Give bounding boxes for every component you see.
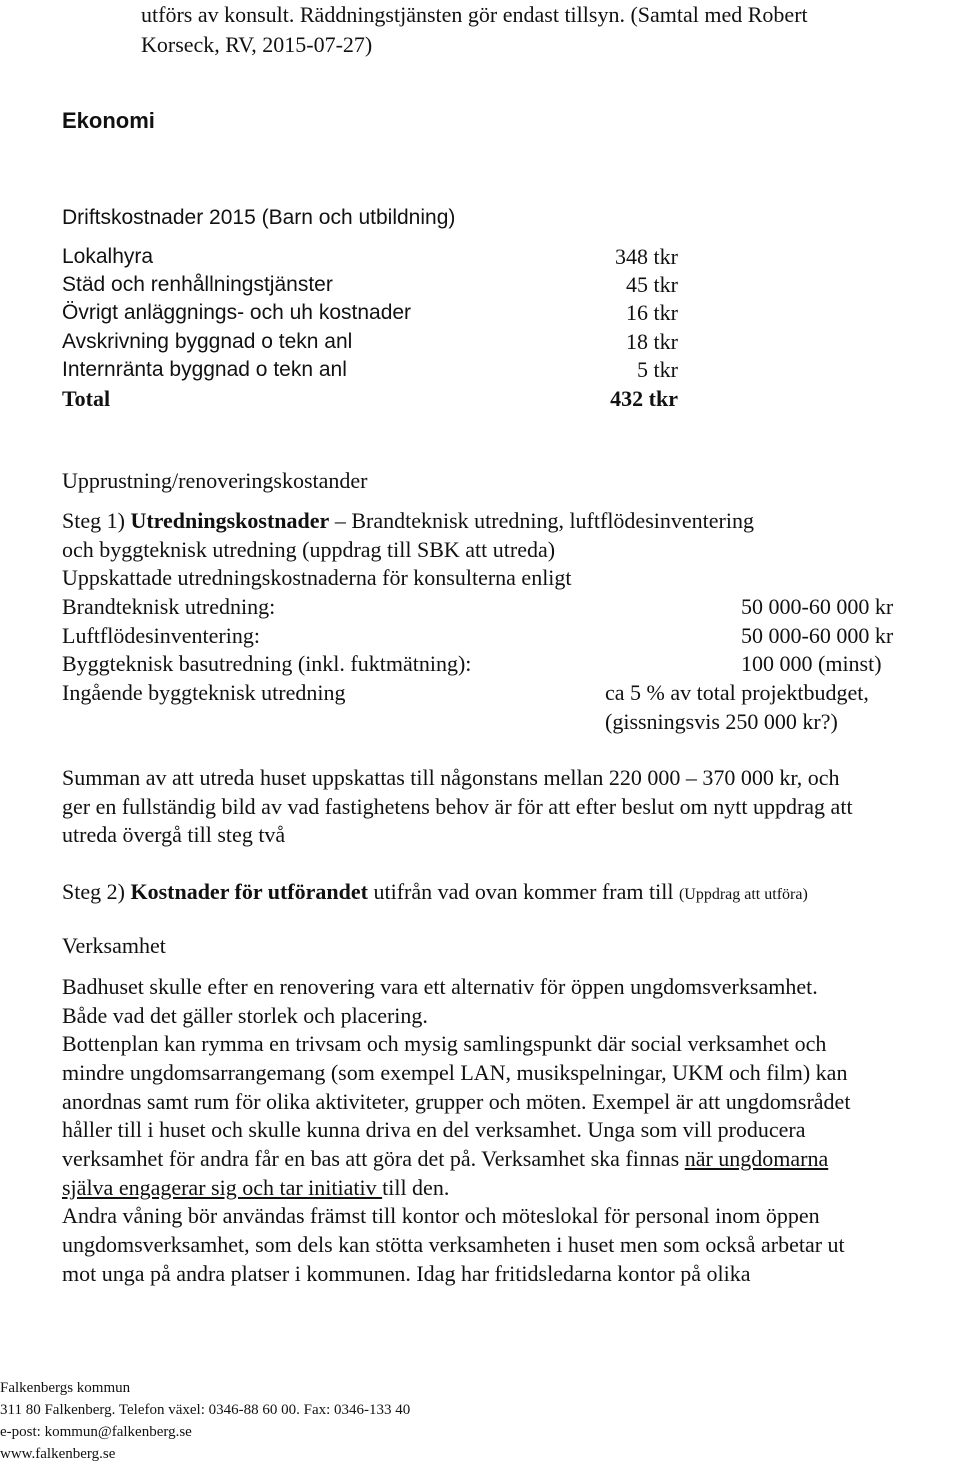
activity-underlined-1: när ungdomarna (684, 1146, 829, 1171)
activity-p2-line-5-text: verksamhet för andra får en bas att göra det på. Verksamhet ska finnas (62, 1146, 685, 1171)
summary-line-3: utreda övergå till steg två (62, 822, 286, 847)
cost-label-3: Övrigt anläggnings- och uh kostnader (62, 301, 412, 324)
step2-bold: Kostnader för utförandet (130, 879, 368, 904)
estimate-label-4: Ingående byggteknisk utredning (62, 680, 346, 705)
step1-rest: – Brandteknisk utredning, luftflödesinventering (329, 508, 754, 533)
cost-label-2: Städ och renhållningstjänster (62, 273, 333, 296)
step2-prefix: Steg 2) (62, 879, 131, 904)
cost-total-label: Total (62, 386, 111, 411)
step2-line (62, 877, 808, 909)
estimate-value-4-line-2: (gissningsvis 250 000 kr?) (605, 709, 838, 734)
estimate-line: Uppskattade utredningskostnaderna för konsulterna enligt (62, 565, 572, 590)
activity-p3-line-3: mot unga på andra platser i kommunen. Idag har fritidsledarna kontor på olika (62, 1261, 751, 1286)
activity-p2-line-6 (62, 1173, 449, 1202)
cost-value-3: 16 tkr (626, 300, 678, 325)
activity-heading: Verksamhet (62, 933, 166, 958)
step1-bold: Utredningskostnader (130, 508, 330, 533)
estimate-value-1: 50 000-60 000 kr (741, 594, 894, 619)
cost-label-5: Internränta byggnad o tekn anl (62, 358, 347, 381)
renovation-heading: Upprustning/renoveringskostander (62, 468, 368, 493)
estimate-value-3: 100 000 (minst) (741, 651, 882, 676)
cost-label-1: Lokalhyra (62, 245, 154, 268)
activity-p3-line-2: ungdomsverksamhet, som dels kan stötta verksamheten i huset men som också arbetar ut (62, 1232, 845, 1257)
cost-label-4: Avskrivning byggnad o tekn anl (62, 330, 353, 353)
step2-small: (Uppdrag att utföra) (678, 886, 808, 903)
activity-p2-line-3: anordnas samt rum för olika aktiviteter, grupper och möten. Exempel är att ungdomsrådet (62, 1089, 851, 1114)
activity-p3-line-1: Andra våning bör användas främst till kontor och möteslokal för personal inom öppen (62, 1203, 820, 1228)
activity-p1-line-2: Både vad det gäller storlek och placering. (62, 1003, 428, 1028)
activity-p1-line-1: Badhuset skulle efter en renovering vara ett alternativ för öppen ungdomsverksamhet. (62, 974, 818, 999)
estimate-value-4: ca 5 % av total projektbudget, (605, 680, 869, 705)
cost-value-2: 45 tkr (626, 272, 678, 297)
intro-line-1: utförs av konsult. Räddningstjänsten gör endast tillsyn. (Samtal med Robert (141, 2, 808, 27)
footer-org: Falkenbergs kommun (0, 1380, 131, 1396)
activity-p2-line-2: mindre ungdomsarrangemang (som exempel LAN, musikspelningar, UKM och film) kan (62, 1060, 848, 1085)
footer-address: 311 80 Falkenberg. Telefon växel: 0346-88 60 00. Fax: 0346-133 40 (0, 1402, 411, 1418)
estimate-label-1: Brandteknisk utredning: (62, 594, 276, 619)
estimate-label-2: Luftflödesinventering: (62, 623, 260, 648)
footer-email: e-post: kommun@falkenberg.se (0, 1424, 192, 1440)
activity-p2-line-1: Bottenplan kan rymma en trivsam och mysig samlingspunkt där social verksamhet och (62, 1031, 827, 1056)
activity-p2-line-6-text: till den. (382, 1175, 450, 1200)
summary-line-2: ger en fullständig bild av vad fastighetens behov är för att efter beslut om nytt uppdrag att (62, 794, 853, 819)
step2-rest: utifrån vad ovan kommer fram till (367, 879, 679, 904)
step1-prefix: Steg 1) (62, 508, 131, 533)
activity-p2-line-5 (62, 1144, 828, 1173)
cost-value-4: 18 tkr (626, 329, 678, 354)
cost-value-5: 5 tkr (637, 357, 678, 382)
activity-underlined-2: själva engagerar sig och tar initiativ (62, 1175, 383, 1200)
summary-line-1: Summan av att utreda huset uppskattas till någonstans mellan 220 000 – 370 000 kr, och (62, 765, 840, 790)
step1-line-2: och byggteknisk utredning (uppdrag till SBK att utreda) (62, 537, 556, 562)
activity-p2-line-4: håller till i huset och skulle kunna driva en del verksamhet. Unga som vill producera (62, 1117, 806, 1142)
estimate-label-3: Byggteknisk basutredning (inkl. fuktmätning): (62, 651, 472, 676)
operating-costs-heading: Driftskostnader 2015 (Barn och utbildning) (62, 206, 456, 229)
section-title: Ekonomi (62, 108, 155, 133)
estimate-value-2: 50 000-60 000 kr (741, 623, 894, 648)
step1-line-1 (62, 506, 754, 535)
footer-web: www.falkenberg.se (0, 1446, 116, 1462)
cost-value-1: 348 tkr (615, 244, 678, 269)
intro-line-2: Korseck, RV, 2015-07-27) (141, 32, 373, 57)
cost-total-value: 432 tkr (610, 386, 678, 411)
